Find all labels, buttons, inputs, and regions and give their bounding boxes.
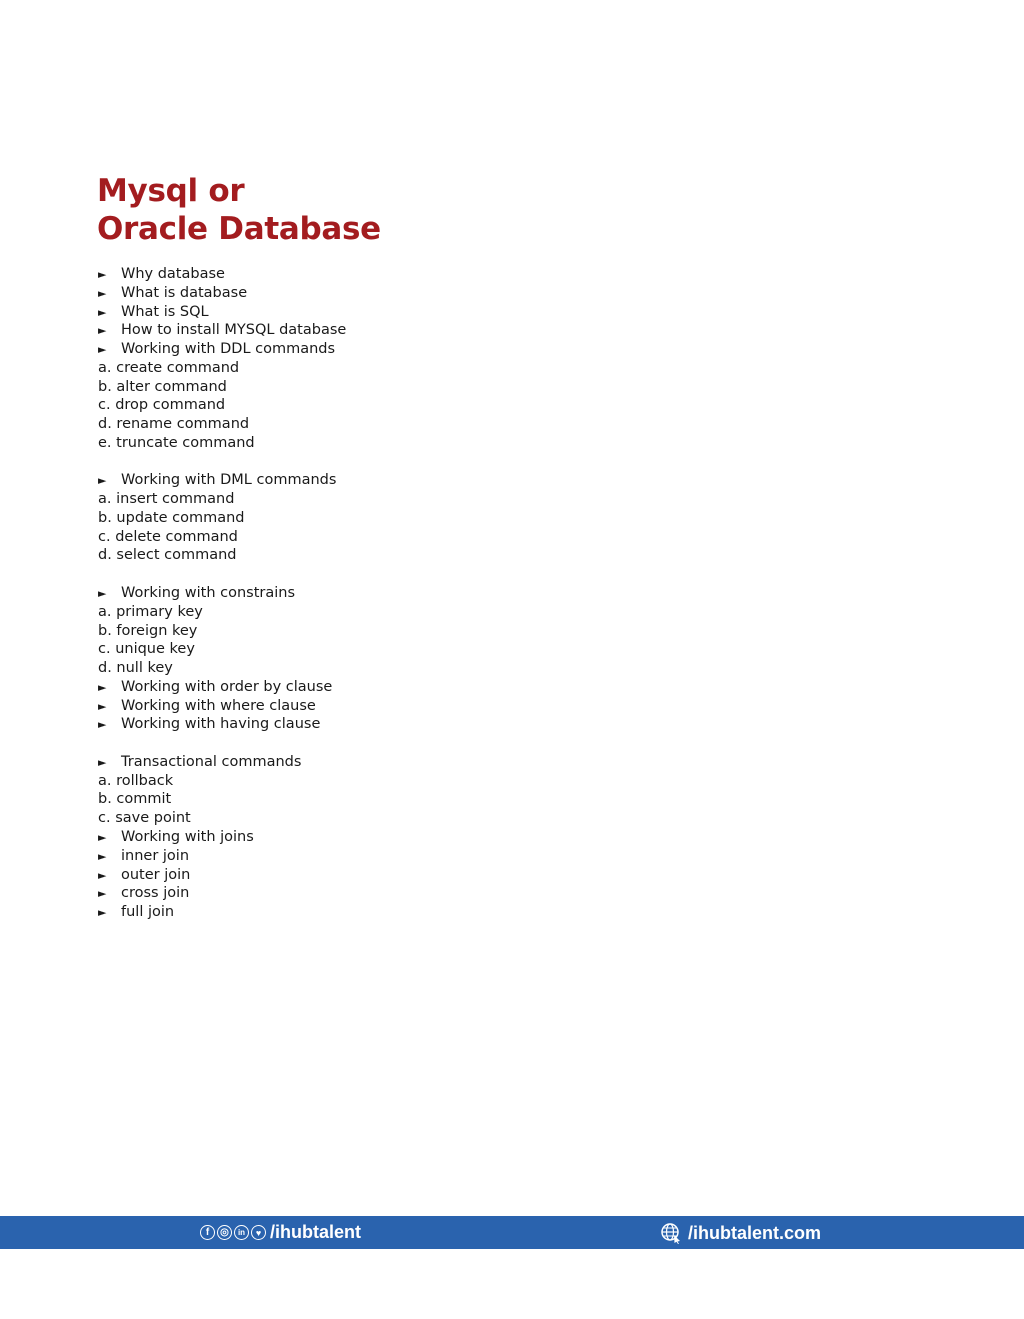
- facebook-icon[interactable]: f: [200, 1225, 215, 1240]
- item-text: What is database: [121, 284, 248, 301]
- sub-item: [98, 396, 346, 415]
- sub-item: [98, 509, 346, 528]
- topic-list: [98, 265, 346, 922]
- item-text: c. delete command: [98, 528, 238, 545]
- item-text: e. truncate command: [98, 434, 255, 451]
- globe-icon: [660, 1222, 682, 1244]
- item-text: Transactional commands: [121, 753, 302, 770]
- bullet-arrow-icon: ►: [98, 755, 107, 769]
- sub-item: [98, 603, 346, 622]
- bullet-item: [98, 866, 346, 885]
- sub-item: [98, 528, 346, 547]
- bullet-item: [98, 884, 346, 903]
- item-text: inner join: [121, 847, 190, 864]
- item-text: b. commit: [98, 791, 172, 808]
- sub-item: [98, 659, 346, 678]
- bullet-item: [98, 471, 346, 490]
- item-text: cross join: [121, 885, 190, 902]
- bullet-arrow-icon: ►: [98, 474, 107, 488]
- item-text: a. rollback: [98, 772, 174, 789]
- bullet-item: [98, 265, 346, 284]
- list-gap: [98, 453, 346, 472]
- social-links: [200, 1222, 361, 1243]
- title-line-1: Mysql or: [97, 173, 245, 209]
- linkedin-icon[interactable]: in: [234, 1225, 249, 1240]
- bullet-item: [98, 753, 346, 772]
- item-text: d. rename command: [98, 416, 250, 433]
- bullet-item: [98, 284, 346, 303]
- item-text: a. primary key: [98, 603, 203, 620]
- sub-item: [98, 809, 346, 828]
- bullet-arrow-icon: ►: [98, 906, 107, 920]
- sub-item: [98, 359, 346, 378]
- bullet-arrow-icon: ►: [98, 343, 107, 357]
- item-text: c. drop command: [98, 397, 226, 414]
- item-text: b. alter command: [98, 378, 227, 395]
- website-link[interactable]: [660, 1222, 821, 1244]
- sub-item: [98, 434, 346, 453]
- bullet-arrow-icon: ►: [98, 680, 107, 694]
- item-text: Working with having clause: [121, 716, 321, 733]
- twitter-icon[interactable]: ♥: [251, 1225, 266, 1240]
- title-line-2: Oracle Database: [97, 211, 381, 247]
- sub-item: [98, 546, 346, 565]
- item-text: How to install MYSQL database: [121, 322, 347, 339]
- item-text: d. select command: [98, 547, 237, 564]
- bullet-item: [98, 715, 346, 734]
- item-text: a. create command: [98, 359, 240, 376]
- sub-item: [98, 622, 346, 641]
- item-text: b. update command: [98, 509, 245, 526]
- item-text: c. save point: [98, 810, 191, 827]
- bullet-item: [98, 321, 346, 340]
- bullet-arrow-icon: ►: [98, 868, 107, 882]
- sub-item: [98, 378, 346, 397]
- bullet-arrow-icon: ►: [98, 268, 107, 281]
- item-text: a. insert command: [98, 491, 235, 508]
- bullet-item: [98, 697, 346, 716]
- bullet-arrow-icon: ►: [98, 305, 107, 319]
- bullet-arrow-icon: ►: [98, 699, 107, 713]
- item-text: full join: [121, 904, 175, 921]
- bullet-arrow-icon: ►: [98, 324, 107, 338]
- sub-item: [98, 772, 346, 791]
- bullet-arrow-icon: ►: [98, 887, 107, 901]
- social-handle[interactable]: /ihubtalent: [270, 1222, 361, 1242]
- bullet-item: [98, 340, 346, 359]
- bullet-arrow-icon: ►: [98, 587, 107, 601]
- website-url[interactable]: /ihubtalent.com: [688, 1222, 822, 1243]
- bullet-arrow-icon: ►: [98, 849, 107, 863]
- item-text: Working with where clause: [121, 697, 316, 714]
- footer-bar: [0, 1216, 1024, 1249]
- item-text: Working with order by clause: [121, 678, 333, 695]
- item-text: Working with constrains: [121, 585, 296, 602]
- item-text: b. foreign key: [98, 622, 198, 639]
- bullet-item: [98, 903, 346, 922]
- bullet-arrow-icon: ►: [98, 286, 107, 300]
- item-text: outer join: [121, 866, 191, 883]
- bullet-arrow-icon: ►: [98, 830, 107, 844]
- item-text: Working with joins: [121, 828, 254, 845]
- bullet-item: [98, 678, 346, 697]
- instagram-icon[interactable]: ◎: [217, 1225, 232, 1240]
- bullet-item: [98, 828, 346, 847]
- bullet-item: [98, 303, 346, 322]
- bullet-arrow-icon: ►: [98, 718, 107, 732]
- sub-item: [98, 790, 346, 809]
- page-title: [97, 172, 381, 248]
- item-text: Working with DDL commands: [121, 341, 336, 358]
- item-text: Working with DML commands: [121, 472, 337, 489]
- sub-item: [98, 415, 346, 434]
- item-text: What is SQL: [121, 303, 209, 320]
- list-gap: [98, 565, 346, 584]
- bullet-item: [98, 847, 346, 866]
- item-text: Why database: [121, 266, 225, 282]
- sub-item: [98, 640, 346, 659]
- sub-item: [98, 490, 346, 509]
- item-text: d. null key: [98, 660, 173, 677]
- item-text: c. unique key: [98, 641, 195, 658]
- list-gap: [98, 734, 346, 753]
- bullet-item: [98, 584, 346, 603]
